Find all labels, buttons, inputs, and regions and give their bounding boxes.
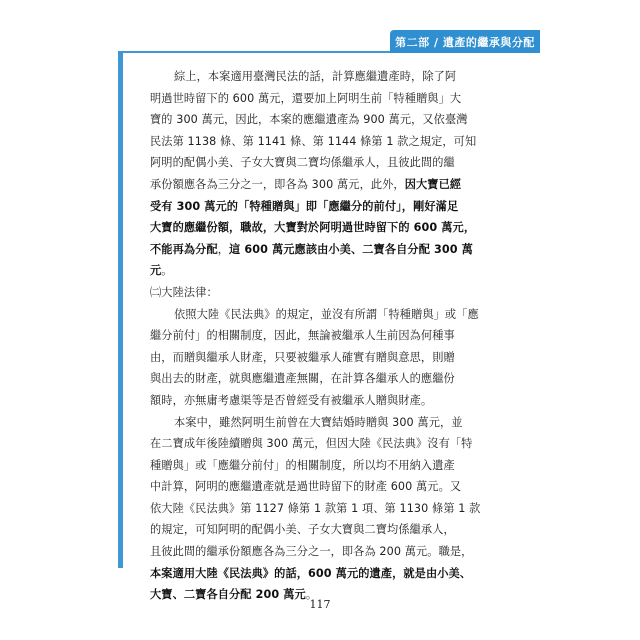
- text-span: 。: [161, 264, 173, 278]
- text-span: ㈡大陸法律：: [150, 285, 218, 299]
- text-span: 阿明的配偶小美、子女大寶與二寶均係繼承人，且彼此間的繼: [150, 156, 455, 170]
- text-line: [150, 541, 504, 563]
- chapter-header: [390, 30, 540, 53]
- text-line: [150, 152, 504, 174]
- bold-text: 因大寶已經: [404, 177, 462, 191]
- paragraph: [150, 66, 504, 282]
- text-span: 中計算，阿明的應繼遺產就是過世時留下的財產 600 萬元。又: [150, 480, 462, 494]
- bold-text: 這 600 萬元應該由小美、二寶各自分配 300 萬: [229, 242, 473, 256]
- text-line: [150, 131, 504, 153]
- text-span: 且彼此間的繼承份額應各為三分之一，即各為 200 萬元。職是，: [150, 545, 473, 559]
- text-span: 。: [305, 588, 318, 602]
- text-span: 繼分前付」的相關制度，因此，無論被繼承人生前因為何種事: [150, 329, 455, 343]
- page-number: 117: [309, 598, 331, 611]
- text-span: 綜上，本案適用臺灣民法的話，計算應繼遺產時，除了阿: [174, 70, 457, 83]
- text-line: [150, 476, 504, 498]
- text-span: 本案中，雖然阿明生前曾在大寶結婚時贈與 300 萬元，並: [174, 415, 463, 429]
- bold-text: 受有 300 萬元的「特種贈與」即「應繼分的前付」，剛好滿足: [150, 199, 459, 213]
- text-line: [150, 412, 504, 434]
- bold-text: 本案適用大陸《民法典》的話，600 萬元的遺產，就是由小美、: [150, 566, 472, 580]
- text-line: [150, 260, 504, 282]
- text-span: 在二寶成年後陸續贈與 300 萬元，但因大陸《民法典》沒有「特: [150, 437, 473, 451]
- text-span: 的規定，可知阿明的配偶小美、子女大寶與二寶均係繼承人，: [150, 523, 455, 537]
- text-line: [150, 282, 504, 304]
- bold-text: 元: [150, 264, 162, 278]
- bold-text: 大寶、二寶各自分配 200 萬元: [150, 588, 306, 602]
- text-line: [150, 304, 504, 326]
- text-line: [150, 498, 504, 520]
- text-line: [150, 390, 504, 412]
- text-line: [150, 109, 504, 131]
- text-line: [150, 196, 504, 218]
- bold-text: 不能再為分配: [150, 242, 218, 256]
- text-span: 承份額應各為三分之一，即各為 300 萬元，此外，: [150, 177, 405, 191]
- chapter-title: 第二部 / 遺產的繼承與分配: [395, 35, 535, 49]
- body-text: [150, 66, 504, 606]
- text-span: 寶的 300 萬元，因此，本案的應繼遺產為 900 萬元，又依臺灣: [150, 113, 468, 127]
- paragraph: [150, 412, 504, 606]
- text-span: 與出去的財產，就與應繼遺產無關，在計算各繼承人的應繼份: [150, 372, 455, 386]
- text-span: 額時，亦無庸考慮渠等是否曾經受有被繼承人贈與財產。: [150, 393, 433, 407]
- text-line: [150, 325, 504, 347]
- text-span: 依照大陸《民法典》的規定，並沒有所謂「特種贈與」或「應: [174, 307, 479, 321]
- text-line: [150, 88, 504, 110]
- text-line: [150, 217, 504, 239]
- text-line: [150, 174, 504, 196]
- left-margin-bar: [118, 53, 123, 568]
- text-line: [150, 455, 504, 477]
- text-line: [150, 368, 504, 390]
- text-span: 種贈與」或「應繼分前付」的相關制度，所以均不用納入遺產: [150, 458, 455, 472]
- bold-text: 大寶的應繼份額，職故，大寶對於阿明過世時留下的 600 萬元，: [150, 221, 476, 235]
- text-line: [150, 433, 504, 455]
- section-heading: [150, 282, 504, 304]
- text-line: [150, 519, 504, 541]
- text-line: [150, 239, 504, 261]
- paragraph: [150, 304, 504, 412]
- text-span: 由，而贈與繼承人財產，只要被繼承人確實有贈與意思，則贈: [150, 350, 455, 364]
- text-span: 民法第 1138 條、第 1141 條、第 1144 條第 1 款之規定，可知: [150, 134, 477, 148]
- text-span: 依大陸《民法典》第 1127 條第 1 款第 1 項、第 1130 條第 1 款: [150, 501, 481, 515]
- text-span: ，: [217, 242, 230, 256]
- text-line: [150, 563, 504, 585]
- text-line: [150, 347, 504, 369]
- text-line: [150, 66, 504, 88]
- text-span: 明過世時留下的 600 萬元，還要加上阿明生前「特種贈與」大: [150, 91, 462, 105]
